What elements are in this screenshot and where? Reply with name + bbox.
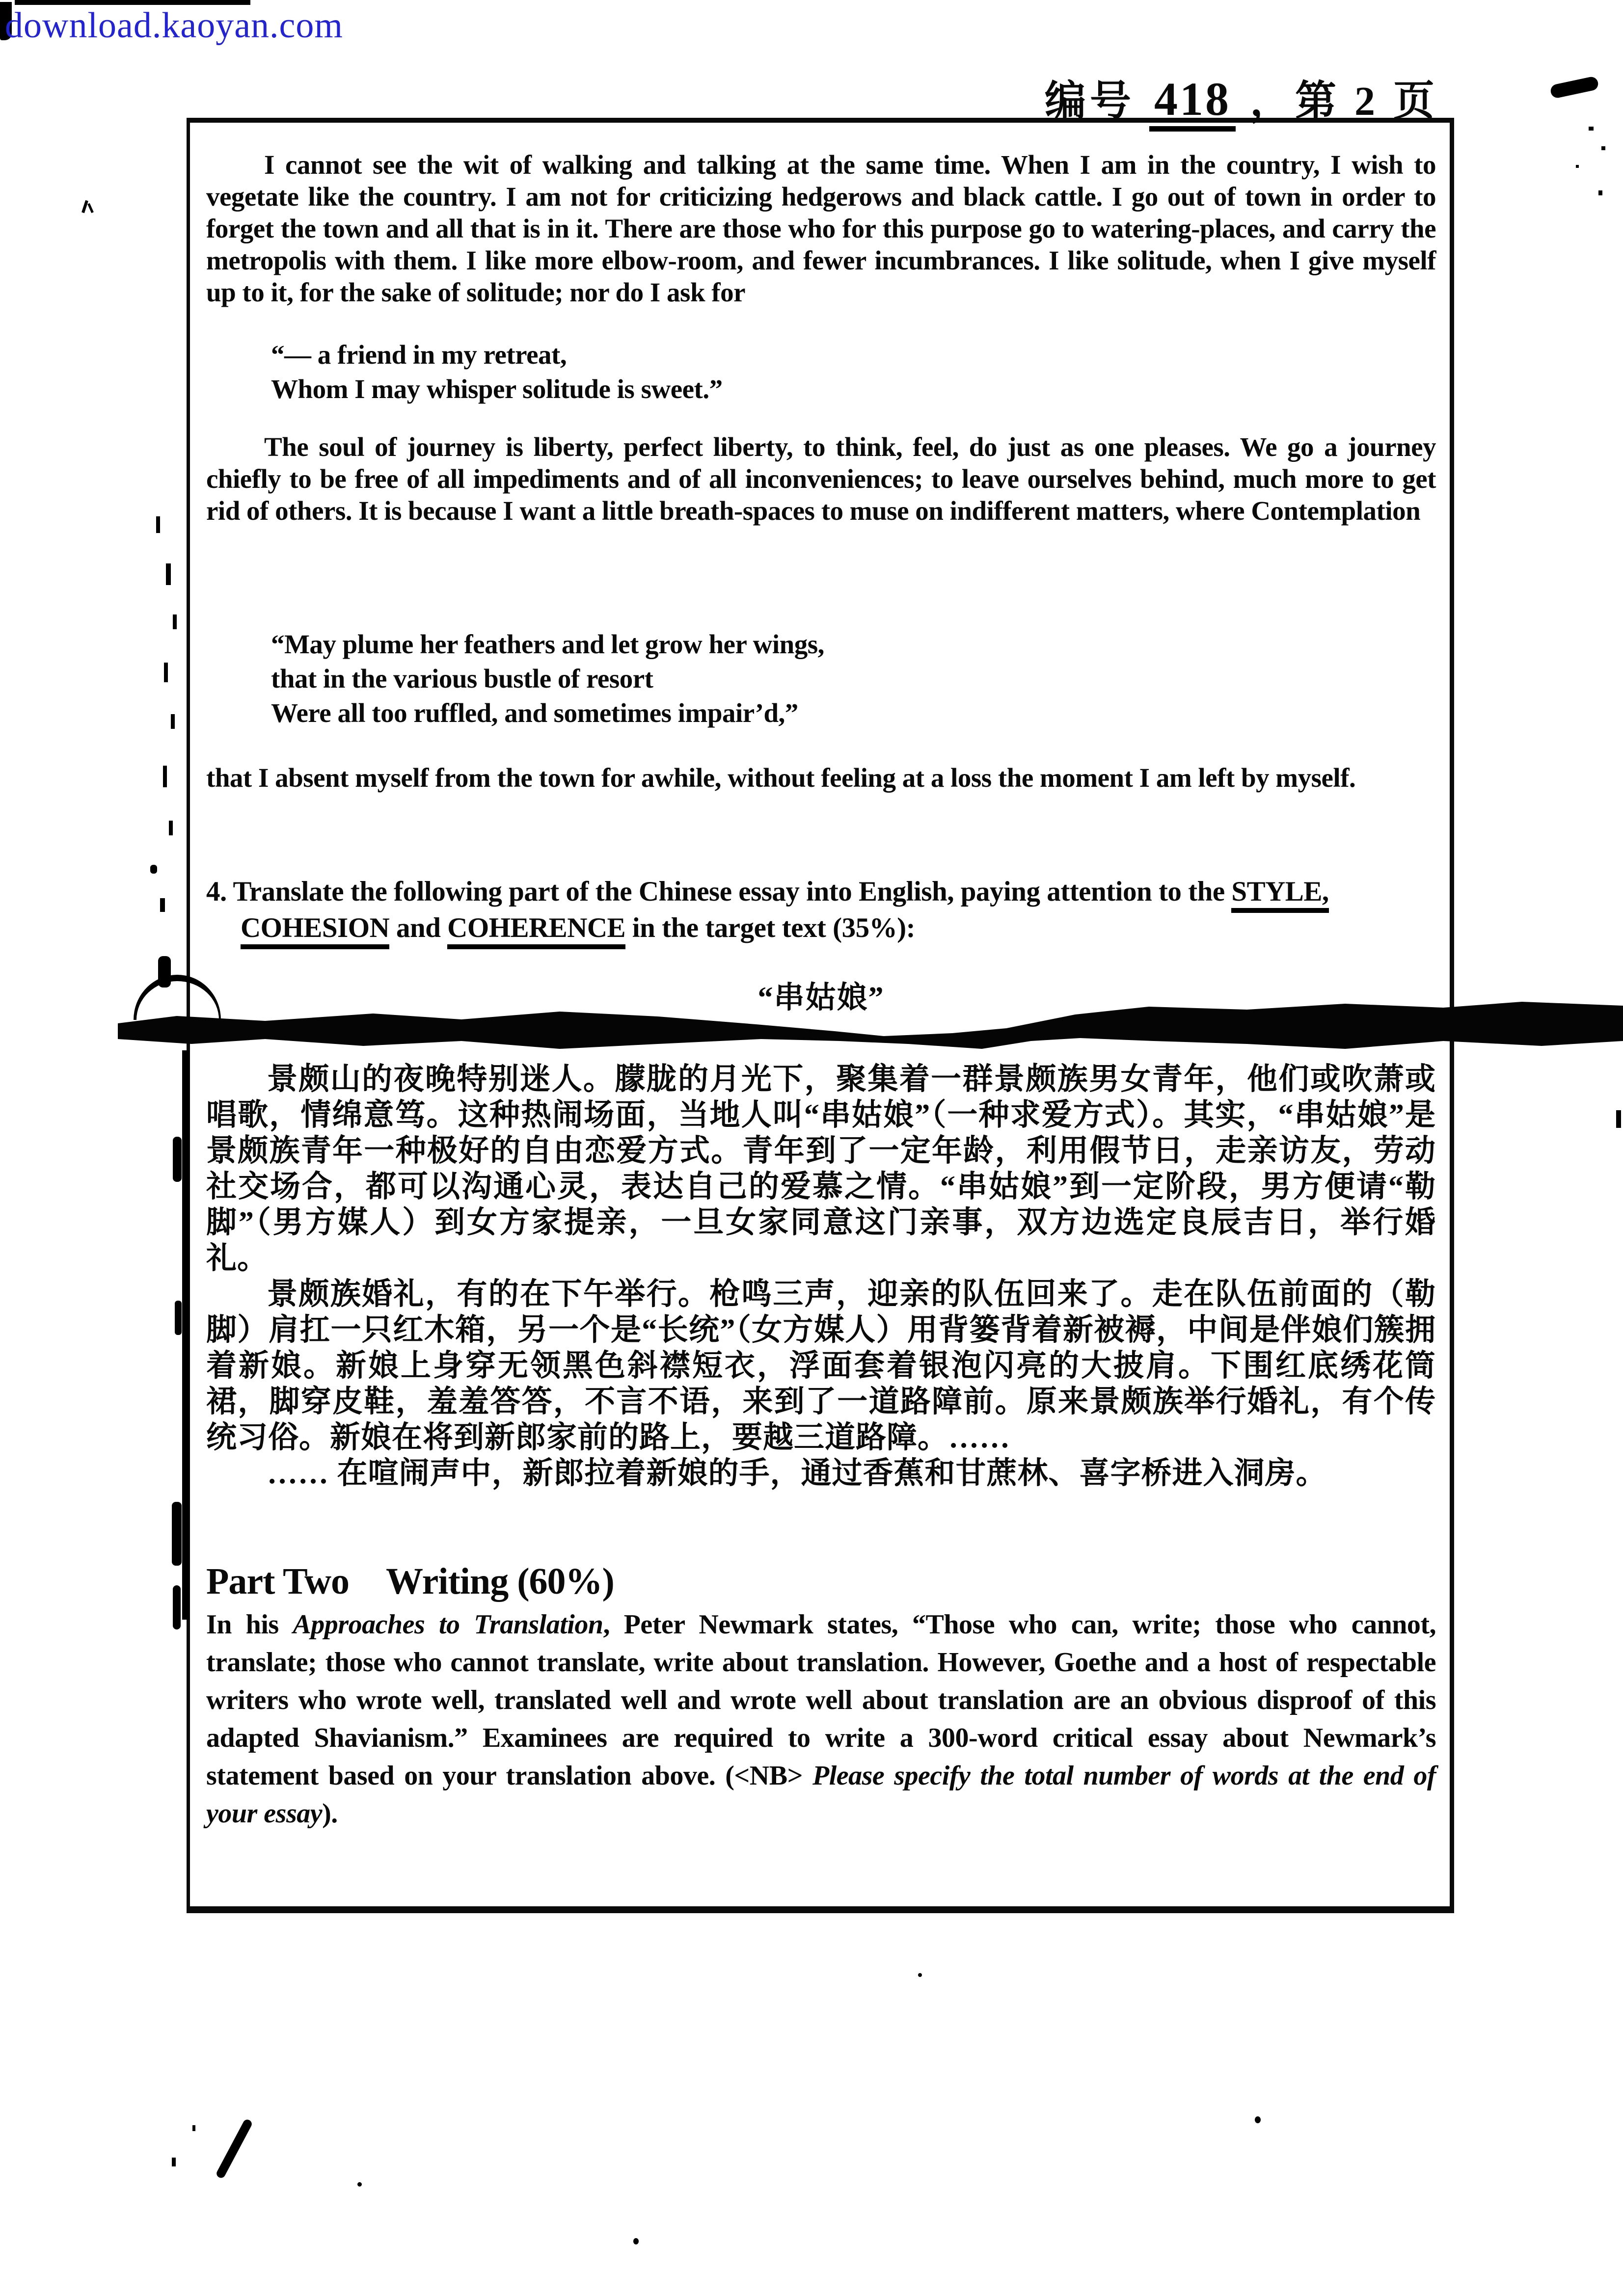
scan-speckle [1598,190,1602,195]
quote-line: Were all too ruffled, and sometimes impair’d,” [271,698,798,728]
scan-speckle [1616,1110,1621,1128]
scan-speckle [158,956,171,988]
scan-speckle [87,203,94,213]
chinese-essay [206,1062,1436,1492]
passage-paragraph-2: The soul of journey is liberty, perfect liberty, to think, feel, do just as one pleases. We go a journey chiefly to be free of all impediments and of all inconveniences; to leave ourselves behind, much more to get rid of others. It is because I want a little breath-spaces to muse on indifferent matters, where Contemplation [206,432,1436,526]
essay-title: “串姑娘” [757,981,885,1015]
essay-paragraph-2: 景颇族婚礼，有的在下午举行。枪鸣三声，迎亲的队伍回来了。走在队伍前面的（勒脚）肩扛一只红木箱，另一个是“长统”（女方媒人）用背篓背着新被褥，中间是伴娘们簇拥着新娘。新娘上身穿无领黑色斜襟短衣，浮面套着银泡闪亮的大披肩。下围红底绣花筒裙，脚穿皮鞋，羞羞答答，不言不语，来到了一道路障前。原来景颇族举行婚礼，有个传统习俗。新娘在将到新郎家前的路上，要越三道路障。…… [206,1278,1436,1454]
task4-text: 4. Translate the following part of the Chinese essay into English, paying attention to the [206,876,1232,907]
scan-speckle [192,2125,195,2131]
header-prefix-label: 编号 [1045,79,1150,124]
passage-paragraph-3: that I absent myself from the town for awhile, without feeling at a loss the moment I am left by myself. [206,763,1356,793]
scan-speckle [173,614,177,629]
part-two-heading: Part Two Writing (60%) [206,1561,614,1602]
essay-paragraph-3: …… 在喧闹声中，新郎拉着新娘的手，通过香蕉和甘蔗林、喜字桥进入洞房。 [267,1457,1327,1490]
scan-speckle [150,865,157,874]
scan-speckle [357,2182,362,2187]
scan-artifact-binding-line [182,1050,189,1620]
book-title-italic: Approaches to Translation [293,1609,603,1640]
nb-note-italic: Please specify the total number of words at the end of your essay [206,1761,1436,1829]
scan-artifact-smudge [1549,76,1599,99]
scan-speckle [169,821,173,835]
scan-speckle [1255,2116,1261,2123]
scan-speckle [171,714,175,729]
task4-underline-cohesion: COHESION [241,912,389,949]
scan-speckle [173,1585,181,1629]
watermark-link[interactable]: download.kaoyan.com [5,5,343,46]
writing-text: In his [206,1609,293,1640]
task4-underline-coherence: COHERENCE [447,912,625,949]
scan-speckle [173,1137,182,1182]
passage-paragraph-1: I cannot see the wit of walking and talking at the same time. When I am in the country, I wish to vegetate like the country. I am not for criticizing hedgerows and black cattle. I go out of town in order to forget the town and all that is in it. There are those who for this purpose go to watering-places, and carry the metropolis with them. I like more elbow-room, and fewer incumbrances. I like solitude, when I give myself up to it, for the sake of solitude; nor do I ask for [206,150,1436,307]
scan-artifact-top-bar [15,0,250,5]
header-page-label: ，第 2 页 [1236,79,1439,124]
scan-speckle [172,2158,176,2166]
scan-speckle [156,516,160,533]
scan-speckle [918,1973,922,1977]
task4-underline-style: STYLE, [1231,876,1328,913]
scan-speckle [175,1301,182,1335]
quote-line: that in the various bustle of resort [271,664,653,694]
scan-speckle [81,200,88,214]
essay-paragraph-1: 景颇山的夜晚特别迷人。朦胧的月光下，聚集着一群景颇族男女青年，他们或吹萧或唱歌，情绵意笃。这种热闹场面，当地人叫“串姑娘”（一种求爱方式）。其实，“串姑娘”是景颇族青年一种极好的自由恋爱方式。青年到了一定年龄，利用假节日，走亲访友，劳动社交场合，都可以沟通心灵，表达自己的爱慕之情。“串姑娘”到一定阶段，男方便请“勒脚”（男方媒人）到女方家提亲，一旦女家同意这门亲事，双方边选定良辰吉日，举行婚礼。 [206,1063,1436,1275]
passage-quote-1 [271,338,723,406]
scan-speckle [164,663,168,682]
part-two-paragraph: In his Approaches to Translation, Peter Newmark states, “Those who can, write; those who cannot, translate; those who cannot translate, write about translation. However, Goethe and a host of respectable writers who wrote well, translated well and wrote well about translation are an obvious disproof of this adapted Shavianism.” Examinees are required to write a 300-word critical essay about Newmark’s statement based on your translation above. (<NB> Please specify the total number of words at the end of your essay). [206,1609,1436,1829]
task4-instruction: 4. Translate the following part of the Chinese essay into English, paying attention to the STYLE, COHESION and COHERENCE in the target text (35%): [206,874,1470,946]
paper-number: 418 [1149,73,1236,132]
passage-quote-2 [271,627,824,730]
scan-speckle [172,1502,182,1566]
scan-speckle [1576,165,1579,168]
scan-artifact-pen-stroke [215,2118,253,2180]
scan-speckle [160,898,165,912]
scan-speckle [633,2238,639,2244]
quote-line: “— a friend in my retreat, [271,340,567,370]
quote-line: “May plume her feathers and let grow her wings, [271,629,824,659]
scan-speckle [1601,146,1605,150]
scan-speckle [163,766,167,787]
quote-line: Whom I may whisper solitude is sweet.” [271,374,723,404]
scan-speckle [1589,127,1594,131]
scan-speckle [166,563,171,585]
